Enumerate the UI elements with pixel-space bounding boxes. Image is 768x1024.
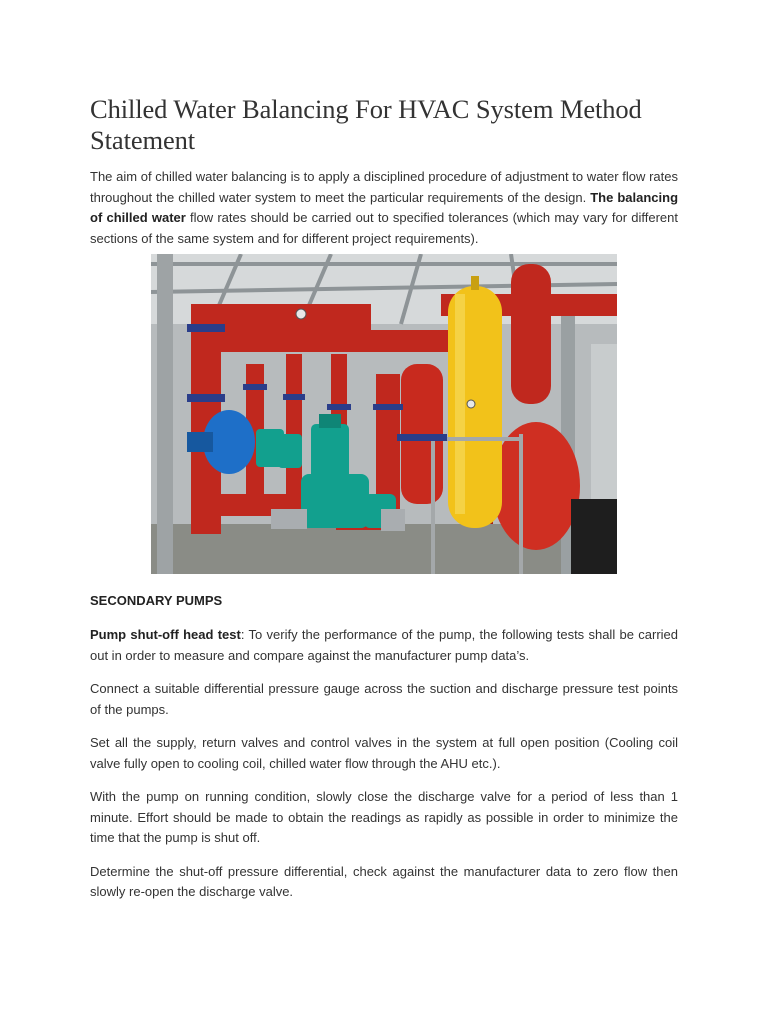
section-heading: SECONDARY PUMPS	[90, 593, 223, 608]
document-page	[90, 94, 679, 899]
page-title: Chilled Water Balancing For HVAC System Method Statement	[90, 94, 642, 155]
pump-test-paragraph	[90, 625, 678, 666]
paragraph-shutoff-pressure: Determine the shut-off pressure differential, check against the manufacturer data to zero flow then slowly re-open the discharge valve.	[90, 863, 678, 899]
paragraph-set-valves: Set all the supply, return valves and control valves in the system at full open position (Cooling coil valve fully open to cooling coil, chilled water flow through the AHU etc.).	[90, 735, 678, 771]
intro-text-2: flow rates should be carried out to specified tolerances (which may vary for different sections of the same system and for different project requirements).	[90, 210, 678, 246]
intro-text-1: The aim of chilled water balancing is to apply a disciplined procedure of adjustment to water flow rates throughout the chilled water system to meet the particular requirements of the design.	[90, 169, 678, 205]
intro-paragraph	[90, 167, 678, 249]
pump-test-label: Pump shut-off head test	[90, 627, 241, 642]
pump-room-photo	[151, 254, 617, 574]
pump-test-text: : To verify the performance of the pump, the following tests shall be carried out in order to measure and compare against the manufacturer pump data’s.	[90, 627, 679, 663]
paragraph-running-condition: With the pump on running condition, slowly close the discharge valve for a period of less than 1 minute. Effort should be made to obtain the readings as rapidly as possible in order to minimize the time that the pump is shut off.	[90, 789, 678, 845]
paragraph-connect-gauge: Connect a suitable differential pressure gauge across the suction and discharge pressure test points of the pumps.	[90, 681, 678, 717]
intro-bold-text: The balancing of chilled water	[90, 189, 679, 225]
secondary-pumps-section	[90, 591, 678, 903]
